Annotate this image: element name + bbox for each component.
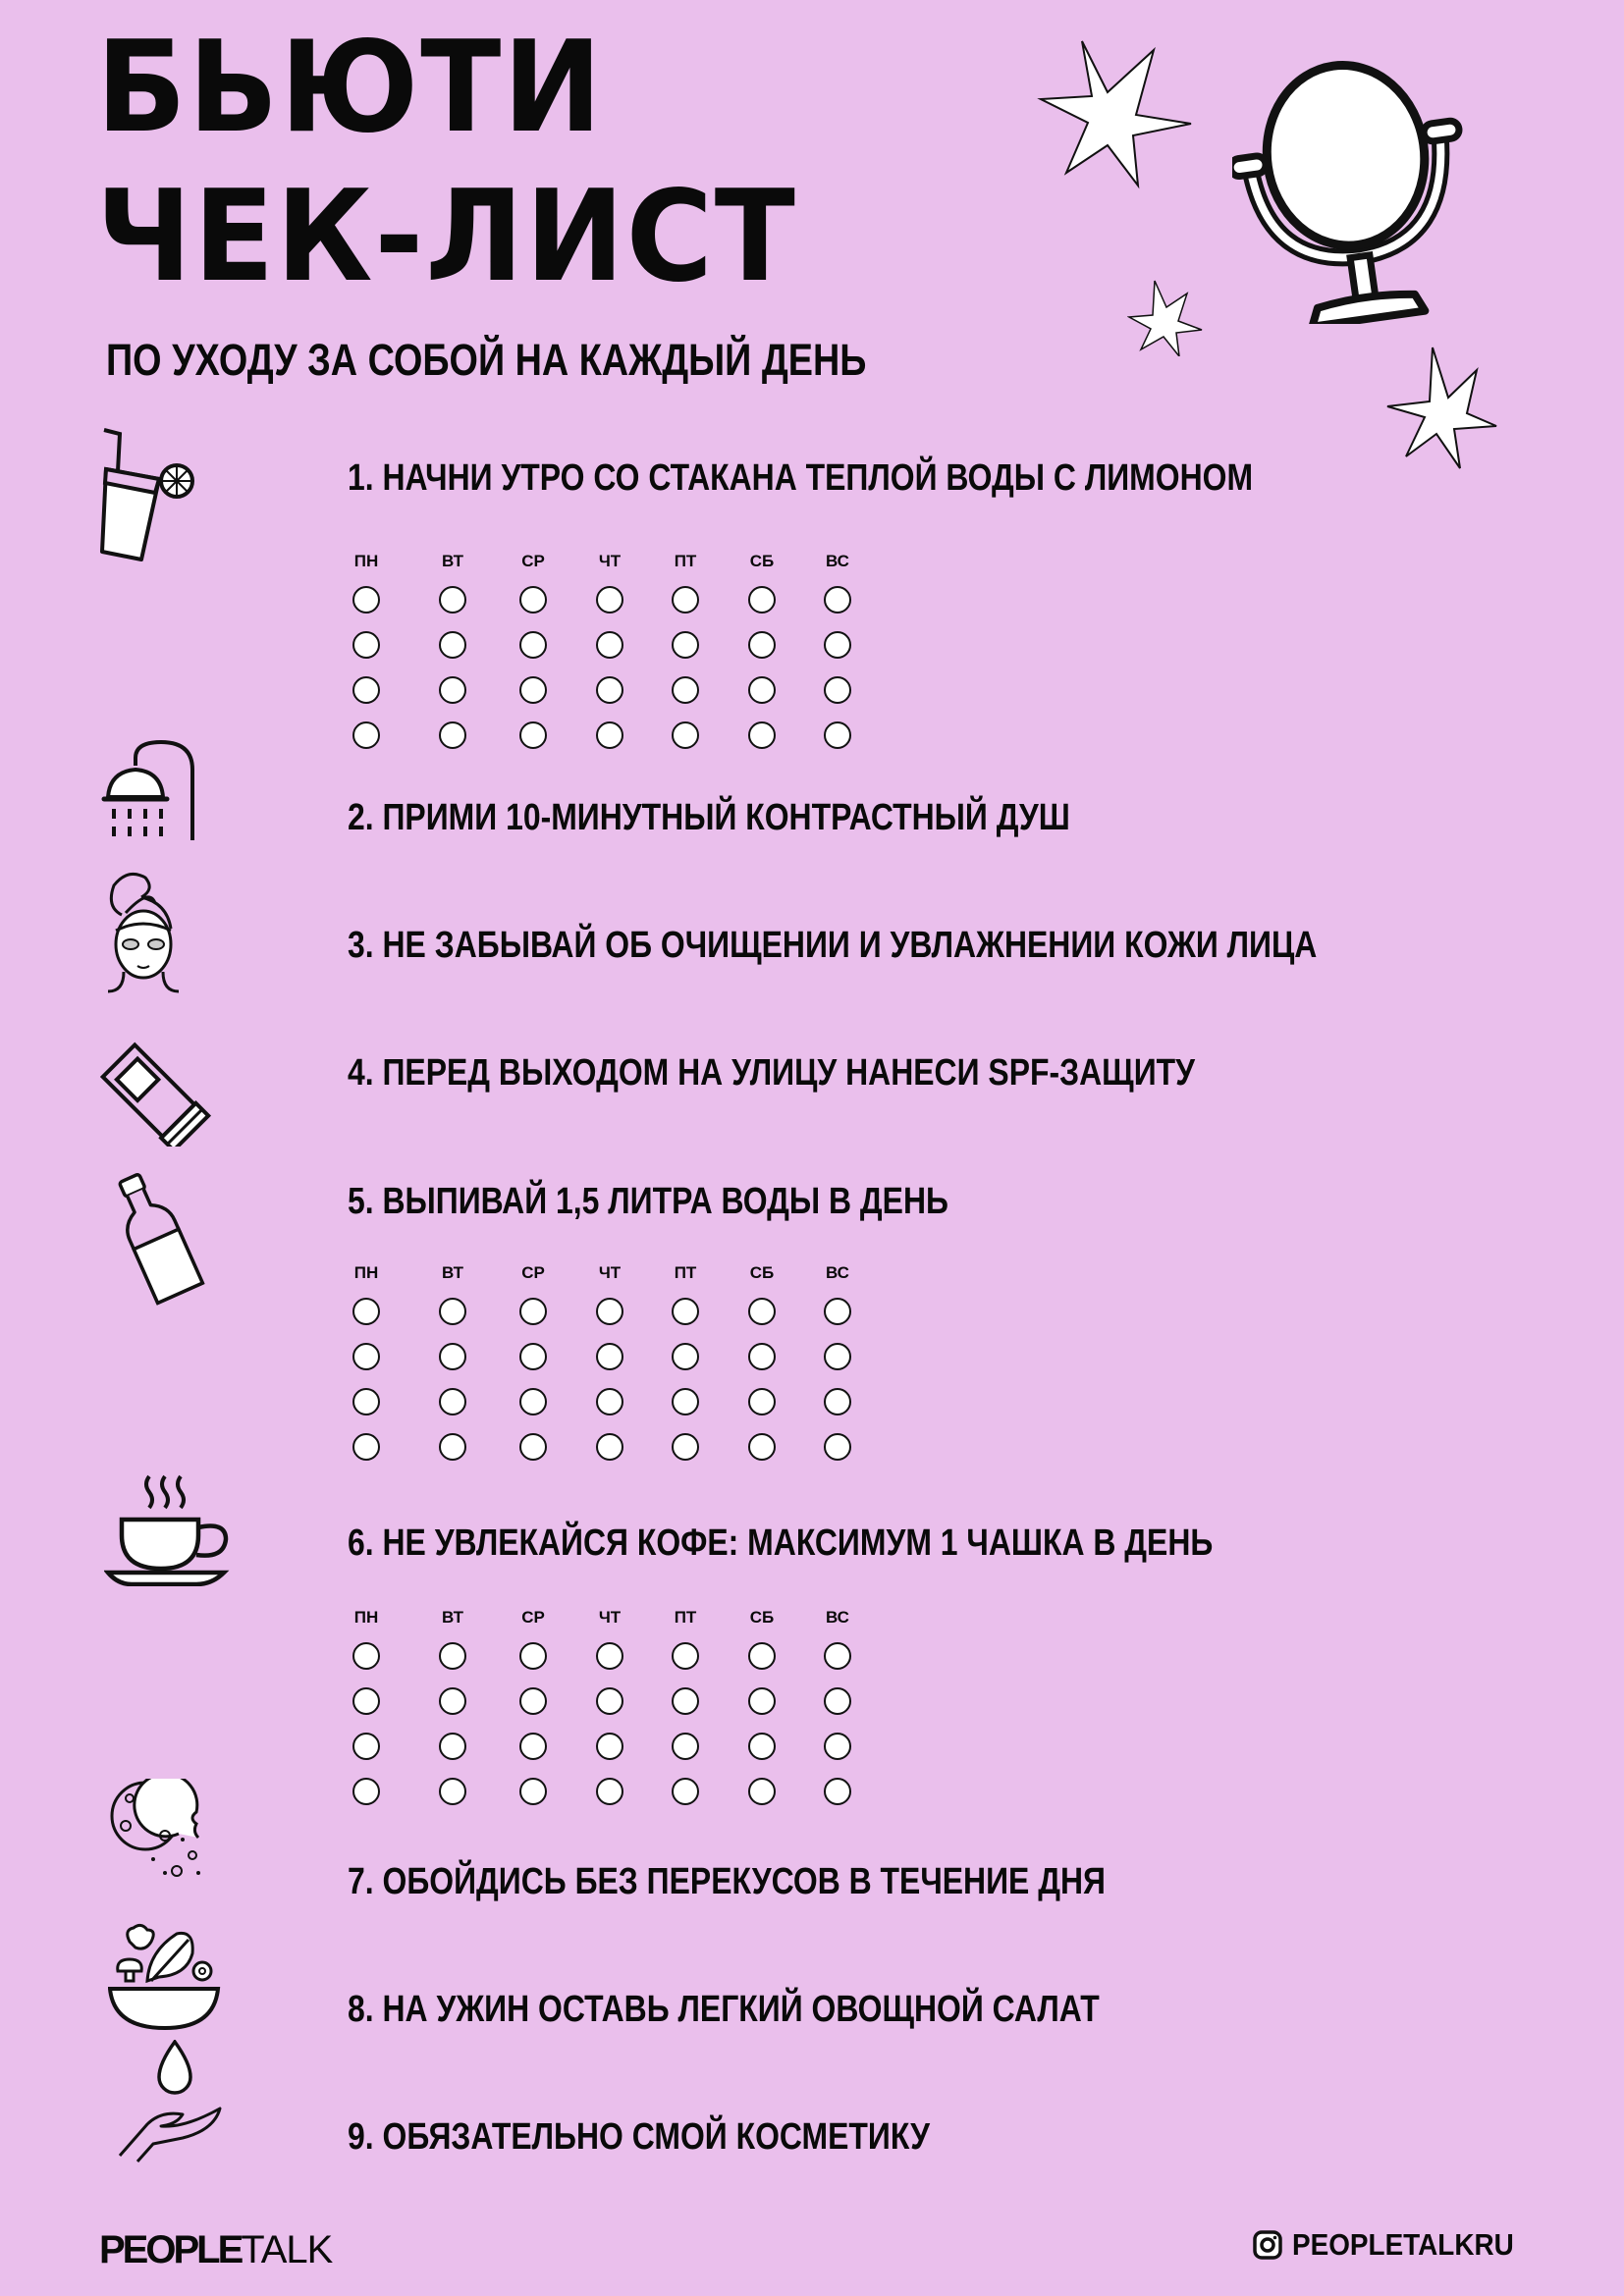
checkbox-circle[interactable] [439, 631, 466, 659]
checkbox-circle[interactable] [596, 676, 623, 704]
checkbox-circle[interactable] [596, 1298, 623, 1325]
star-icon [1031, 37, 1198, 194]
checkbox-circle[interactable] [352, 1433, 380, 1461]
day-label: ЧТ [598, 552, 622, 570]
tracker-grid-task-1 [0, 552, 849, 570]
checkbox-circle[interactable] [439, 1687, 466, 1715]
checkbox-circle[interactable] [439, 1642, 466, 1670]
checkbox-circle[interactable] [439, 1298, 466, 1325]
day-label: ВТ [441, 552, 463, 570]
checkbox-circle[interactable] [519, 1343, 547, 1370]
checkbox-circle[interactable] [748, 721, 776, 749]
task-3-text: 3. НЕ ЗАБЫВАЙ ОБ ОЧИЩЕНИИ И УВЛАЖНЕНИИ КОЖИ ЛИЦА [348, 925, 1318, 966]
checkbox-circle[interactable] [748, 631, 776, 659]
checkbox-circle[interactable] [519, 1298, 547, 1325]
checkbox-circle[interactable] [824, 1433, 851, 1461]
checkbox-circle[interactable] [672, 1433, 699, 1461]
cream-tube-icon [100, 1031, 218, 1147]
day-label: ПН [353, 552, 379, 570]
task-6-text: 6. НЕ УВЛЕКАЙСЯ КОФЕ: МАКСИМУМ 1 ЧАШКА В ДЕНЬ [348, 1522, 1214, 1564]
star-icon [1384, 344, 1502, 471]
checkbox-circle[interactable] [352, 631, 380, 659]
day-label: ЧТ [598, 1263, 622, 1282]
checkbox-circle[interactable] [439, 1733, 466, 1760]
day-label: СБ [749, 1263, 775, 1282]
mirror-icon [1232, 49, 1468, 324]
subtitle: ПО УХОДУ ЗА СОБОЙ НА КАЖДЫЙ ДЕНЬ [106, 335, 867, 385]
checkbox-circle[interactable] [519, 676, 547, 704]
checkbox-circle[interactable] [519, 1778, 547, 1805]
checkbox-circle[interactable] [824, 1298, 851, 1325]
checkbox-circle[interactable] [824, 631, 851, 659]
checkbox-circle[interactable] [824, 1778, 851, 1805]
checkbox-circle[interactable] [519, 1733, 547, 1760]
checkbox-circle[interactable] [596, 1433, 623, 1461]
task-5-text: 5. ВЫПИВАЙ 1,5 ЛИТРА ВОДЫ В ДЕНЬ [348, 1181, 948, 1222]
salad-bowl-icon [108, 1922, 222, 2032]
checkbox-circle[interactable] [824, 1642, 851, 1670]
checkbox-circle[interactable] [748, 1298, 776, 1325]
checkbox-circle[interactable] [672, 1388, 699, 1415]
star-icon [1127, 278, 1206, 356]
day-label: ПТ [674, 552, 697, 570]
checkbox-circle[interactable] [352, 586, 380, 614]
checkbox-circle[interactable] [672, 1642, 699, 1670]
checkbox-circle[interactable] [352, 676, 380, 704]
checkbox-circle[interactable] [748, 1733, 776, 1760]
checkbox-circle[interactable] [352, 1388, 380, 1415]
logo-bold-part: PEOPLE [99, 2228, 242, 2271]
water-bottle-icon [108, 1170, 206, 1308]
checkbox-circle[interactable] [672, 1687, 699, 1715]
checkbox-circle[interactable] [672, 1343, 699, 1370]
checkbox-circle[interactable] [824, 676, 851, 704]
checkbox-circle[interactable] [824, 586, 851, 614]
title-line-1: БЬЮТИ [96, 15, 604, 161]
checkbox-circle[interactable] [352, 1778, 380, 1805]
checkbox-circle[interactable] [748, 1388, 776, 1415]
checkbox-circle[interactable] [748, 1642, 776, 1670]
day-label: СР [521, 1263, 545, 1282]
day-label: СР [521, 1608, 545, 1627]
day-label: СБ [749, 1608, 775, 1627]
checkbox-circle[interactable] [519, 1687, 547, 1715]
checkbox-circle[interactable] [824, 1343, 851, 1370]
social-handle: PEOPLETALKRU [1292, 2227, 1514, 2262]
day-label: ПТ [674, 1263, 697, 1282]
face-mask-icon [102, 868, 185, 1001]
checkbox-circle[interactable] [748, 1343, 776, 1370]
day-label: ПН [353, 1263, 379, 1282]
peopletalk-logo [99, 2230, 332, 2269]
checkbox-circle[interactable] [596, 1687, 623, 1715]
checkbox-circle[interactable] [672, 631, 699, 659]
checkbox-circle[interactable] [439, 1778, 466, 1805]
checkbox-circle[interactable] [352, 1343, 380, 1370]
task-7-text: 7. ОБОЙДИСЬ БЕЗ ПЕРЕКУСОВ В ТЕЧЕНИЕ ДНЯ [348, 1861, 1106, 1902]
checkbox-circle[interactable] [596, 631, 623, 659]
checkbox-circle[interactable] [352, 1642, 380, 1670]
coffee-cup-icon [104, 1472, 232, 1586]
day-label: ВС [826, 552, 849, 570]
cookies-icon [104, 1779, 222, 1889]
checkbox-circle[interactable] [824, 1733, 851, 1760]
checkbox-circle[interactable] [824, 721, 851, 749]
day-label: ВС [826, 1608, 849, 1627]
checkbox-circle[interactable] [519, 1388, 547, 1415]
checkbox-circle[interactable] [748, 1433, 776, 1461]
checkbox-circle[interactable] [519, 721, 547, 749]
day-label: ВТ [441, 1263, 463, 1282]
checkbox-circle[interactable] [439, 1343, 466, 1370]
checkbox-circle[interactable] [439, 676, 466, 704]
task-8-text: 8. НА УЖИН ОСТАВЬ ЛЕГКИЙ ОВОЩНОЙ САЛАТ [348, 1989, 1100, 2030]
checkbox-circle[interactable] [352, 1298, 380, 1325]
instagram-icon [1253, 2230, 1282, 2260]
checkbox-circle[interactable] [352, 1687, 380, 1715]
checkbox-circle[interactable] [596, 586, 623, 614]
checkbox-circle[interactable] [672, 586, 699, 614]
checkbox-circle[interactable] [672, 721, 699, 749]
checkbox-circle[interactable] [824, 1388, 851, 1415]
checkbox-circle[interactable] [439, 586, 466, 614]
checkbox-circle[interactable] [519, 586, 547, 614]
checkbox-circle[interactable] [672, 1778, 699, 1805]
checkbox-circle[interactable] [439, 721, 466, 749]
day-label: ЧТ [598, 1608, 622, 1627]
checkbox-circle[interactable] [439, 1388, 466, 1415]
checkbox-circle[interactable] [748, 1687, 776, 1715]
task-4-text: 4. ПЕРЕД ВЫХОДОМ НА УЛИЦУ НАНЕСИ SPF-ЗАЩИТУ [348, 1052, 1195, 1094]
checkbox-circle[interactable] [596, 1778, 623, 1805]
checkbox-circle[interactable] [596, 1343, 623, 1370]
tracker-grid-task-5 [0, 1263, 849, 1282]
title-line-2: ЧЕК-ЛИСТ [96, 164, 797, 310]
checkbox-circle[interactable] [519, 1433, 547, 1461]
checkbox-circle[interactable] [596, 721, 623, 749]
drop-hand-icon [114, 2040, 224, 2165]
lemon-drink-icon [98, 428, 206, 565]
task-2-text: 2. ПРИМИ 10-МИНУТНЫЙ КОНТРАСТНЫЙ ДУШ [348, 797, 1070, 838]
checkbox-circle[interactable] [672, 1733, 699, 1760]
day-label: ВТ [441, 1608, 463, 1627]
checkbox-circle[interactable] [519, 631, 547, 659]
checkbox-circle[interactable] [519, 1642, 547, 1670]
checkbox-circle[interactable] [352, 721, 380, 749]
checkbox-circle[interactable] [748, 586, 776, 614]
checkbox-circle[interactable] [596, 1388, 623, 1415]
checkbox-circle[interactable] [748, 1778, 776, 1805]
task-9-text: 9. ОБЯЗАТЕЛЬНО СМОЙ КОСМЕТИКУ [348, 2116, 931, 2158]
day-label: СБ [749, 552, 775, 570]
logo-light-part: TALK [241, 2228, 333, 2271]
instagram-handle-link[interactable] [1253, 2229, 1539, 2260]
day-label: ПТ [674, 1608, 697, 1627]
day-label: ВС [826, 1263, 849, 1282]
day-label: СР [521, 552, 545, 570]
checkbox-circle[interactable] [596, 1642, 623, 1670]
checkbox-circle[interactable] [824, 1687, 851, 1715]
tracker-grid-task-6 [0, 1608, 849, 1627]
task-1-text: 1. НАЧНИ УТРО СО СТАКАНА ТЕПЛОЙ ВОДЫ С ЛИМОНОМ [348, 457, 1254, 499]
checkbox-circle[interactable] [672, 1298, 699, 1325]
checkbox-circle[interactable] [439, 1433, 466, 1461]
checkbox-circle[interactable] [596, 1733, 623, 1760]
checkbox-circle[interactable] [352, 1733, 380, 1760]
checkbox-circle[interactable] [748, 676, 776, 704]
shower-icon [100, 736, 198, 844]
checkbox-circle[interactable] [672, 676, 699, 704]
day-label: ПН [353, 1608, 379, 1627]
